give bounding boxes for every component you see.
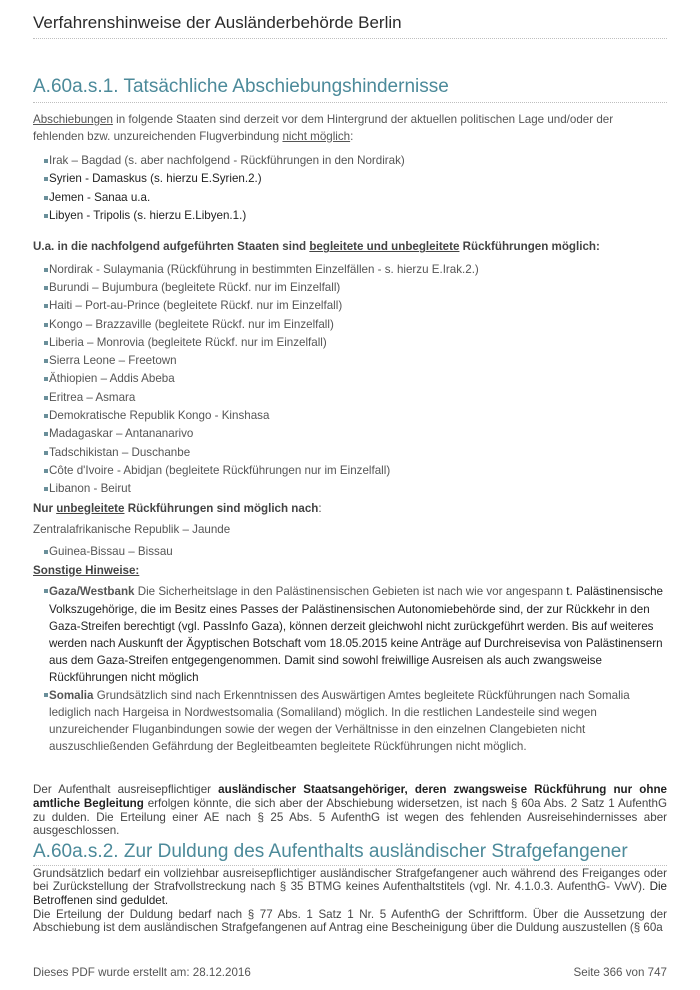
link-nicht-moeglich[interactable]: nicht möglich <box>282 129 351 143</box>
unaccompanied-country: Zentralafrikanische Republik – Jaunde <box>33 523 231 537</box>
bullet-square-icon <box>44 323 48 327</box>
bullet-square-icon <box>44 396 48 400</box>
list-item: Burundi – Bujumbura (begleitete Rückf. nur im Einzelfall) <box>33 279 667 297</box>
section2-paragraph-1: Grundsätzlich bedarf ein vollziehbar ausreisepflichtiger ausländischer Strafgefangener auch während des Freiganges oder bei Zurückstellung der Strafvollstreckung nach § 35 BTMG keines Aufenthaltstitels (vgl. Nr. 4.1.0.3. AufenthG- VwV). Die Betroffenen sind geduldet. <box>33 866 667 907</box>
page-header <box>33 12 667 39</box>
misc-list <box>33 583 667 755</box>
bullet-square-icon <box>44 268 48 272</box>
bullet-square-icon <box>44 177 48 181</box>
link-abschiebungen[interactable]: Abschiebungen <box>33 113 113 126</box>
list-item: Syrien - Damaskus (s. hierzu E.Syrien.2.) <box>33 170 667 188</box>
bullet-square-icon <box>44 377 48 381</box>
list-item: Libyen - Tripolis (s. hierzu E.Libyen.1.) <box>33 207 667 225</box>
stay-paragraph: Der Aufenthalt ausreisepflichtiger ausländischer Staatsangehöriger, deren zwangsweise Rückführung nur ohne amtliche Begleitung erfolgen könnte, die sich aber der Abschiebung widersetzen, ist nach § 60a Abs. 2 Satz 1 AufenthG zu dulden. Die Erteilung einer AE nach § 25 Abs. 5 AufenthG ist wegen des fehlenden Ausreisehindernisses aber ausgeschlossen. <box>33 783 667 838</box>
list-item: Tadschikistan – Duschanbe <box>33 444 667 462</box>
list-item: Eritrea – Asmara <box>33 389 667 407</box>
list-item: Jemen - Sanaa u.a. <box>33 189 667 207</box>
list-item-somalia: Somalia Grundsätzlich sind nach Erkenntnissen des Auswärtigen Amtes begleitete Rückführungen nach Somalia lediglich nach Hargeisa in Nordwestsomalia (Somaliland) möglich. In die restlichen Landesteile sind wegen unzureichender Fluganbindungen sowie der wegen der Verhältnisse in den einzelnen Clangebieten nicht auszuschließenden Gefährdung der Begleitbeamten begleitete Rückführungen nicht möglich. <box>33 687 667 756</box>
footer-created-date: Dieses PDF wurde erstellt am: 28.12.2016 <box>33 966 251 979</box>
section2-paragraph-2: Die Erteilung der Duldung bedarf nach § 77 Abs. 1 Satz 1 Nr. 5 AufenthG der Schriftform. Über die Aussetzung der Abschiebung ist dem ausländischen Strafgefangenen auf Antrag eine Bescheinigung über die Duldung auszustellen (§ 60a <box>33 907 667 935</box>
bullet-square-icon <box>44 286 48 290</box>
bullet-square-icon <box>44 214 48 218</box>
bullet-square-icon <box>44 304 48 308</box>
bullet-square-icon <box>44 341 48 345</box>
bullet-square-icon <box>44 469 48 473</box>
returns-list <box>33 261 667 499</box>
misc-label: Sonstige Hinweise: <box>33 563 140 577</box>
bullet-square-icon <box>44 196 48 200</box>
list-item: Guinea-Bissau – Bissau <box>33 543 667 561</box>
list-item: Madagaskar – Antananarivo <box>33 425 667 443</box>
returns-label: U.a. in die nachfolgend aufgeführten Staaten sind begleitete und unbegleitete Rückführungen möglich: <box>33 240 600 254</box>
list-item: Haiti – Port-au-Prince (begleitete Rückf. nur im Einzelfall) <box>33 297 667 315</box>
bullet-square-icon <box>44 414 48 418</box>
list-item-gaza: Gaza/Westbank Die Sicherheitslage in den Palästinensischen Gebieten ist nach wie vor angespann t. Palästinensische Volkszugehörige, die im Besitz eines Passes der Palästinensischen Autonomiebehörde sind, der zur Rückkehr in den Gaza-Streifen berechtigt (vgl. PassInfo Gaza), können derzeit gleichwohl nicht zurückgeführt werden. Bis auf weiteres werden nach Auskunft der Ägyptischen Botschaft vom 18.05.2015 keine Anträge auf Durchreisevisa von Palästinensern aus dem Gaza-Streifen entgegengenommen. Damit sind sowohl freiwillige Ausreisen als auch zwangsweise Rückführungen nicht möglich <box>33 583 667 686</box>
bullet-square-icon <box>44 359 48 363</box>
not-possible-list <box>33 152 667 225</box>
unaccompanied-label: Nur unbegleitete Rückführungen sind möglich nach: <box>33 501 322 515</box>
bullet-square-icon <box>44 589 48 593</box>
intro-paragraph: Abschiebungen in folgende Staaten sind derzeit vor dem Hintergrund der aktuellen politischen Lage und/oder der fehlenden bzw. unzureichenden Flugverbindung nicht möglich: <box>33 113 614 143</box>
footer-page-number: Seite 366 von 747 <box>573 966 667 979</box>
bullet-square-icon <box>44 487 48 491</box>
list-item: Demokratische Republik Kongo - Kinshasa <box>33 407 667 425</box>
section-heading-1: A.60a.s.1. Tatsächliche Abschiebungshindernisse <box>33 76 667 103</box>
bullet-square-icon <box>44 693 48 697</box>
list-item: Libanon - Beirut <box>33 480 667 498</box>
document-page <box>33 0 667 990</box>
bullet-square-icon <box>44 432 48 436</box>
list-item: Côte d'Ivoire - Abidjan (begleitete Rückführungen nur im Einzelfall) <box>33 462 667 480</box>
bullet-square-icon <box>44 159 48 163</box>
section-heading-2: A.60a.s.2. Zur Duldung des Aufenthalts ausländischer Strafgefangener <box>33 841 667 866</box>
page-footer <box>33 966 667 979</box>
bullet-square-icon <box>44 451 48 455</box>
main-content <box>33 76 667 935</box>
list-item: Sierra Leone – Freetown <box>33 352 667 370</box>
list-item: Liberia – Monrovia (begleitete Rückf. nur im Einzelfall) <box>33 334 667 352</box>
list-item: Irak – Bagdad (s. aber nachfolgend - Rückführungen in den Nordirak) <box>33 152 667 170</box>
list-item: Nordirak - Sulaymania (Rückführung in bestimmten Einzelfällen - s. hierzu E.Irak.2.) <box>33 261 667 279</box>
list-item: Kongo – Brazzaville (begleitete Rückf. nur im Einzelfall) <box>33 316 667 334</box>
unaccompanied-list <box>33 543 667 561</box>
list-item: Äthiopien – Addis Abeba <box>33 370 667 388</box>
document-title: Verfahrenshinweise der Ausländerbehörde Berlin <box>33 13 402 32</box>
bullet-square-icon <box>44 550 48 554</box>
